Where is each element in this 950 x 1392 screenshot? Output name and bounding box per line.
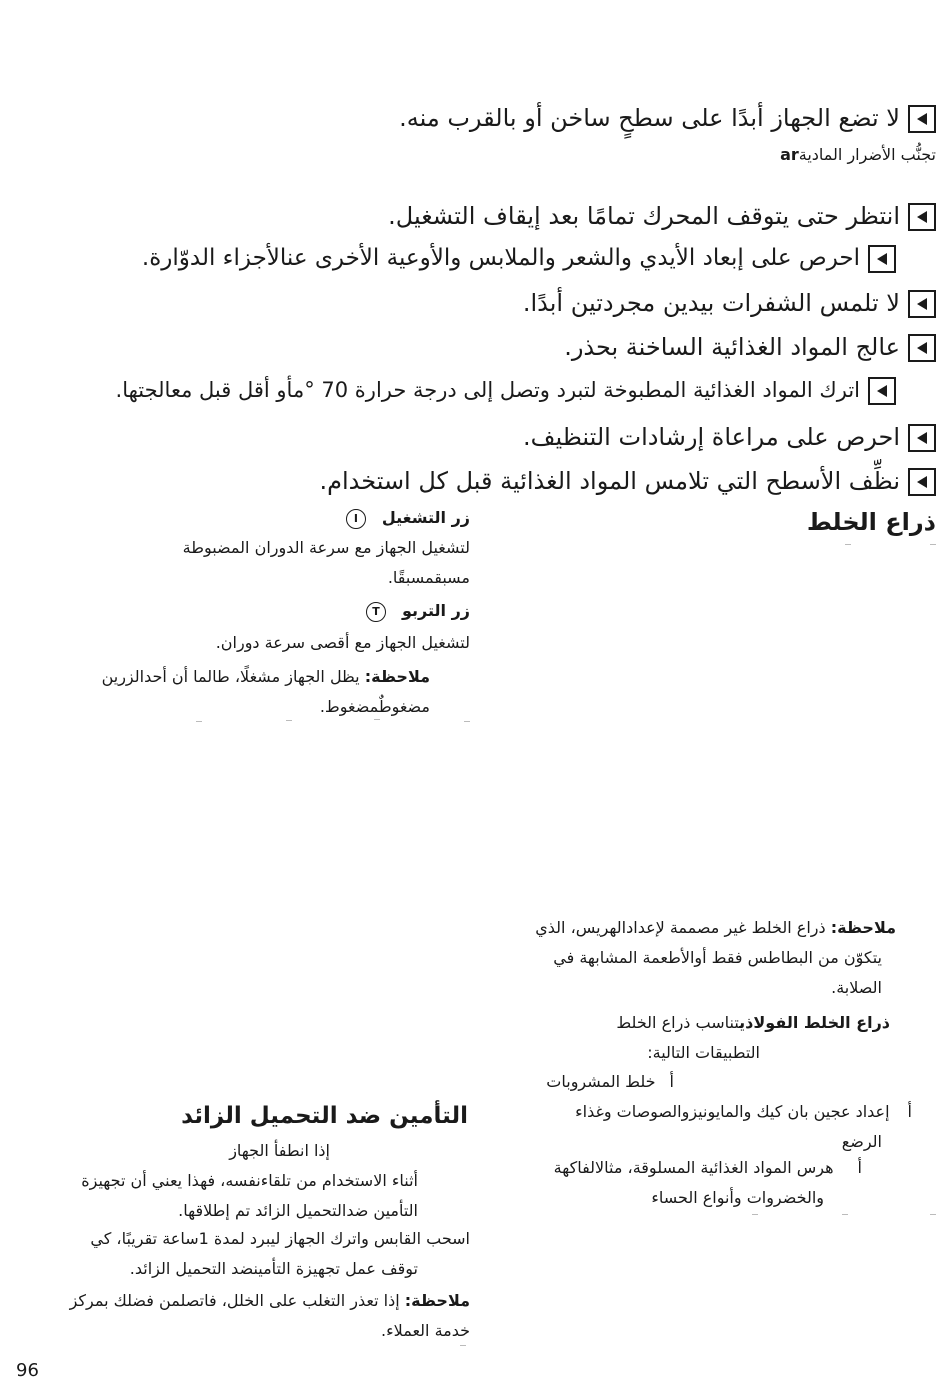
bullet-arrow-icon (908, 468, 936, 496)
arm-note: ملاحظة: ذراع الخلط غير مصممة لإعدادالهريس، الذي يتكوّن من البطاطس فقط أوالأطعمة المشابهة في الصلابة. (535, 918, 896, 997)
steel-arm-intro: ذراع الخلط الفولاذيتناسب ذراع الخلط التطبيقات التالية: (616, 1013, 890, 1062)
scan-mark (460, 1345, 466, 1346)
buttons-note: ملاحظة: يظل الجهاز مشغلًا، طالما أن أحدالزرين مضغوطٌمضغوط. (101, 667, 430, 716)
bullet-arrow-icon (908, 334, 936, 362)
bullet-arrow-icon (868, 245, 896, 273)
safety-line-4: لا تلمس الشفرات بيدين مجردتين أبدًا. (523, 284, 936, 322)
safety-subnote: arتجنُّب الأضرار المادية (780, 145, 936, 164)
overload-paragraph-2: اسحب القابس واترك الجهاز ليبرد لمدة 1ساعة تقريبًا، كي توقف عمل تجهيزة التأمينضد التحميل الزائد. (90, 1229, 470, 1278)
safety-line-2: انتظر حتى يتوقف المحرك تمامًا بعد إيقاف التشغيل. (388, 197, 936, 235)
safety-line-3: احرص على إبعاد الأيدي والشعر والملابس والأوعية الأخرى عنالأجزاء الدوّارة. (142, 239, 896, 277)
scan-mark (464, 721, 470, 722)
overload-heading: التأمين ضد التحميل الزائد (181, 1103, 468, 1129)
bullet-arrow-icon (908, 105, 936, 133)
bullet-arrow-icon (908, 290, 936, 318)
power-symbol-icon: I (346, 509, 366, 529)
overload-paragraph-1: إذا انطفأ الجهاز أثناء الاستخدام من تلقاءنفسه، فهذا يعني أن تجهيزة التأمين ضدالتحميل الزائد تم إطلاقها. (81, 1141, 418, 1220)
turbo-button-title: زر التربوT (366, 596, 470, 626)
scan-mark (930, 1214, 936, 1215)
safety-line-5: عالج المواد الغذائية الساخنة بحذر. (564, 328, 936, 366)
power-button-title: زر التشغيلI (346, 503, 470, 533)
mixer-arm-heading: ذراع الخلط (806, 508, 936, 536)
bullet-arrow-icon (908, 424, 936, 452)
overload-note: ملاحظة: إذا تعذر التغلب على الخلل، فاتصلمن فضلك بمركز خدمة العملاء. (69, 1291, 470, 1340)
power-button-desc: لتشغيل الجهاز مع سرعة الدوران المضبوطة مسبقمسبقًا. (182, 538, 470, 587)
scan-mark (196, 721, 202, 722)
safety-line-8: نظِّف الأسطح التي تلامس المواد الغذائية قبل كل استخدام. (319, 462, 936, 500)
scan-mark (286, 720, 292, 721)
turbo-symbol-icon: T (366, 602, 386, 622)
steel-arm-item-1: أخلط المشروبات (546, 1072, 674, 1091)
page-number: 96 (16, 1360, 39, 1381)
scan-mark (930, 544, 936, 545)
safety-line-6: اترك المواد الغذائية المطبوخة لتبرد وتصل إلى درجة حرارة 70 °مأو أقل قبل معالجتها. (116, 371, 896, 409)
steel-arm-item-3: أهرس المواد الغذائية المسلوقة، مثالالفاكهة والخضروات وأنواع الحساء (553, 1158, 862, 1207)
scan-mark (842, 1214, 848, 1215)
steel-arm-item-2: أإعداد عجين بان كيك والمايونيزوالصوصات وغذاء الرضع (575, 1102, 912, 1151)
safety-line-7: احرص على مراعاة إرشادات التنظيف. (523, 418, 936, 456)
turbo-button-desc: لتشغيل الجهاز مع أقصى سرعة دوران. (215, 633, 470, 652)
language-code: ar (780, 145, 799, 164)
scan-mark (752, 1214, 758, 1215)
safety-line-1: لا تضع الجهاز أبدًا على سطحٍ ساخن أو بالقرب منه. (399, 99, 936, 137)
scan-mark (845, 544, 851, 545)
scan-mark (374, 719, 380, 720)
bullet-arrow-icon (908, 203, 936, 231)
bullet-arrow-icon (868, 377, 896, 405)
